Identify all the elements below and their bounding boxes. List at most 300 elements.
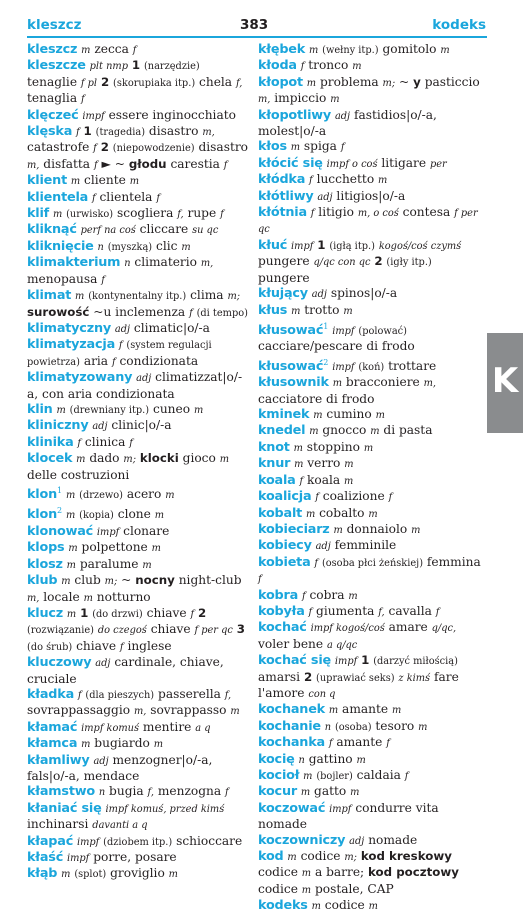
translation-text: pungere [258, 270, 310, 285]
translation-text: night-club [178, 573, 242, 588]
headword: kobyła [258, 603, 305, 619]
grammar-label: m, [423, 378, 437, 390]
grammar-label: f per qc [258, 208, 478, 236]
translation-text: ~ [114, 156, 125, 171]
grammar-label: f [156, 192, 160, 204]
grammar-label: con q [308, 688, 336, 700]
grammar-label: impf [76, 836, 100, 848]
headword: kleszcze [27, 58, 86, 74]
translation-text: ~u inclemenza [93, 304, 186, 319]
dictionary-entry [27, 784, 250, 800]
grammar-label: f [132, 45, 137, 56]
bold-phrase: 2 [100, 140, 109, 155]
grammar-label: f, [378, 606, 385, 618]
gloss-note: (darzyć miłością) [373, 656, 458, 668]
headword: kłopot [258, 74, 303, 90]
dictionary-entry [258, 189, 486, 205]
headword: kochanie [258, 718, 321, 734]
translation-text: pasticcio [424, 74, 480, 89]
translation-text: impiccio [274, 91, 327, 106]
headword: kłamstwo [27, 784, 95, 800]
grammar-label: f [76, 127, 80, 139]
grammar-label: n [124, 258, 131, 270]
translation-text: cacciare/pescare di frodo [258, 339, 415, 354]
grammar-label: m [330, 94, 340, 106]
dictionary-entry [27, 190, 250, 206]
gloss-note: (urwisko) [66, 209, 114, 221]
grammar-label: impf [291, 240, 314, 252]
bold-phrase: surowość [27, 304, 90, 319]
grammar-label: impf [332, 325, 355, 337]
grammar-label: m [352, 61, 362, 73]
grammar-label: m [344, 475, 354, 487]
grammar-label: f [118, 340, 123, 352]
grammar-label: m [368, 508, 378, 520]
translation-text: gattino [308, 751, 353, 766]
dictionary-entry [258, 620, 486, 653]
headword: kłębek [258, 42, 306, 57]
translation-text: litigio [318, 205, 354, 220]
translation-text: condurre vita nomade [258, 800, 439, 832]
headword: kocur [258, 784, 297, 800]
translation-text: cliccare [139, 222, 189, 237]
headword: kocioł [258, 768, 300, 783]
translation-text: gioco [182, 451, 216, 466]
grammar-label: n [97, 241, 104, 253]
gloss-note: (osoba płci żeńskiej) [321, 557, 424, 569]
grammar-label: m [165, 490, 175, 502]
translation-text: ~ [121, 573, 132, 588]
headword: kobra [258, 587, 299, 603]
translation-text: cobra [309, 587, 345, 602]
translation-text: amarsi [258, 669, 301, 684]
dictionary-entry [258, 555, 486, 588]
grammar-label: f [386, 738, 390, 750]
bold-phrase: 2 [100, 74, 110, 89]
dictionary-entry [258, 473, 486, 489]
dictionary-entry [258, 588, 486, 604]
headword: koalicja [258, 489, 312, 505]
grammar-label: su qc [192, 225, 219, 237]
grammar-label: impf [82, 110, 105, 122]
grammar-label: f per qc [194, 625, 233, 637]
translation-text: notturno [96, 589, 151, 604]
headword: kliknięcie [27, 238, 94, 254]
gloss-note: (koń) [358, 361, 385, 373]
translation-text: essere inginocchiato [108, 107, 236, 122]
grammar-label: f [190, 608, 195, 620]
headword: klocek [27, 451, 73, 467]
header-last-word: kodeks [432, 17, 486, 33]
grammar-label: m [129, 176, 140, 188]
grammar-label: m [219, 454, 230, 466]
translation-text: litigare [381, 155, 427, 170]
dictionary-entry [258, 156, 486, 172]
grammar-label: impf komuś [81, 722, 140, 734]
translation-text: amante [336, 735, 383, 750]
grammar-label: m [301, 868, 312, 880]
dictionary-entry [27, 834, 250, 850]
bold-phrase: 1 [131, 58, 141, 73]
grammar-label: m [151, 543, 161, 555]
grammar-label: m [65, 510, 76, 522]
bold-phrase: 1 [361, 653, 370, 668]
grammar-label: impf [96, 526, 120, 538]
grammar-label: m [440, 45, 450, 56]
dictionary-entry [258, 752, 486, 768]
translation-text: polpettone [81, 540, 148, 555]
translation-text: groviglio [110, 866, 165, 881]
grammar-label: m [343, 305, 353, 317]
grammar-label: f [77, 689, 82, 701]
translation-text: litigios|o/-a [336, 188, 406, 203]
headword: kobiecy [258, 538, 312, 554]
grammar-label: adj [317, 191, 333, 203]
grammar-label: m [300, 787, 311, 799]
grammar-label: f [101, 274, 105, 286]
header-rule [27, 36, 487, 38]
dictionary-entry [258, 375, 486, 407]
dictionary-entry [27, 418, 250, 434]
gloss-note: (do drzwi) [92, 608, 143, 620]
translation-text: gnocco [322, 423, 367, 438]
translation-text: problema [319, 74, 379, 89]
gloss-note: (do śrub) [27, 641, 73, 653]
gloss-note: (dla pieszych) [85, 689, 155, 701]
grammar-label: adj [311, 289, 327, 301]
thumb-index-tab[interactable] [487, 333, 523, 433]
translation-text: spinos|o/-a [330, 286, 398, 301]
bold-phrase: y [413, 74, 421, 89]
gloss-note: (myszką) [107, 241, 153, 253]
grammar-label: f [77, 437, 82, 449]
grammar-label: m [81, 45, 91, 56]
grammar-label: impf o coś [326, 158, 378, 170]
translation-text: trottare [388, 358, 437, 373]
headword: klęska [27, 124, 73, 140]
grammar-label: m [308, 45, 319, 56]
dictionary-entry [258, 735, 486, 751]
dictionary-entry [258, 653, 486, 702]
grammar-label: m, [258, 94, 271, 106]
grammar-label: q/qc, [431, 623, 457, 635]
grammar-label: f [310, 208, 315, 220]
translation-text: ~ [399, 74, 410, 89]
headword: klin [27, 401, 53, 417]
grammar-label: m [66, 559, 76, 571]
grammar-label: z kimś [398, 672, 431, 684]
grammar-label: a q/qc [326, 639, 358, 651]
dictionary-entry [258, 42, 486, 58]
translation-text: amare [388, 620, 428, 635]
headword: klosz [27, 556, 63, 572]
grammar-label: m [154, 510, 165, 522]
translation-text: coalizione [322, 489, 385, 504]
dictionary-entry [258, 784, 486, 800]
grammar-label: f [301, 590, 306, 602]
gloss-note: (igły itp.) [386, 257, 432, 269]
headword: klimatyczny [27, 320, 111, 336]
translation-text: verro [307, 456, 341, 471]
translation-text: disfatta [43, 156, 91, 171]
grammar-label: f [225, 787, 229, 799]
bold-phrase: 2 [197, 605, 207, 620]
gloss-note: (drzewo) [79, 490, 123, 502]
gloss-note: (niepowodzenie) [112, 143, 195, 155]
headword: kliknąć [27, 222, 77, 238]
grammar-label: f [388, 492, 393, 504]
grammar-label: plt nmp [89, 61, 128, 73]
grammar-label: m [309, 426, 319, 438]
translation-text: codice [300, 849, 341, 864]
grammar-label: m, [27, 159, 40, 171]
grammar-label: m; [123, 454, 136, 466]
translation-text: fastidios|o/-a, molest|o/-a [258, 107, 437, 139]
translation-text: clientela [99, 189, 153, 204]
dictionary-entry [258, 833, 486, 849]
translation-text: spiga [303, 139, 337, 154]
grammar-label: m, o coś [357, 208, 399, 220]
translation-text: tenaglie [27, 74, 78, 89]
grammar-label: do czegoś [97, 625, 147, 637]
dictionary-entry [27, 173, 250, 189]
dictionary-entry [27, 108, 250, 124]
grammar-label: m [370, 426, 380, 438]
translation-text: lucchetto [316, 172, 375, 187]
dictionary-entry [258, 440, 486, 456]
translation-text: di pasta [383, 423, 433, 438]
translation-text: clinic|o/-a [111, 418, 172, 433]
dictionary-entry [27, 42, 250, 58]
grammar-label: q/qc con qc [313, 257, 371, 269]
dictionary-entry [27, 524, 250, 540]
headword: kłaniać się [27, 800, 102, 816]
dictionary-entry [27, 402, 250, 418]
grammar-label: f [315, 492, 319, 504]
grammar-label: n [98, 787, 106, 799]
translation-text: tenaglia [27, 91, 78, 106]
homograph-number: 1 [57, 485, 63, 495]
translation-text: climaterio [134, 255, 197, 270]
grammar-label: impf [334, 656, 358, 668]
grammar-label: f [299, 475, 304, 487]
headword: kłótliwy [258, 188, 314, 204]
grammar-label: m [333, 524, 343, 536]
grammar-label: f [309, 175, 313, 187]
dictionary-entry [27, 337, 250, 370]
dictionary-entry [258, 286, 486, 302]
headword: klientela [27, 189, 89, 205]
grammar-label: m [328, 705, 339, 717]
grammar-label: m [356, 754, 366, 766]
grammar-label: f [340, 142, 345, 154]
grammar-label: m [61, 576, 71, 588]
bold-phrase: 1 [80, 605, 89, 620]
translation-text: climatizzat|o/-a, con aria condizionata [27, 370, 243, 401]
grammar-label: f [328, 738, 333, 750]
headword: kłapać [27, 833, 74, 849]
translation-text: clima [190, 288, 224, 303]
gloss-note: (rozwiązanie) [27, 625, 94, 637]
grammar-label: m, [133, 706, 147, 718]
gloss-note: (bojler) [316, 771, 353, 782]
headword: klub [27, 573, 58, 589]
headword: knur [258, 456, 291, 472]
grammar-label: m, [202, 127, 215, 139]
dictionary-entry [27, 687, 250, 720]
dictionary-entry [27, 606, 250, 655]
translation-text: disastro [148, 124, 199, 139]
grammar-label: m [350, 787, 360, 799]
dictionary-entry [258, 719, 486, 735]
headword: koczowniczy [258, 832, 346, 848]
dictionary-entry [258, 355, 486, 375]
translation-text: nomade [368, 832, 418, 847]
grammar-label: m [378, 175, 388, 187]
headword: kłujący [258, 286, 308, 302]
headword: klęczeć [27, 107, 79, 123]
translation-text: bugia [109, 784, 144, 799]
translation-text: femmina [426, 554, 481, 569]
grammar-label: n [324, 721, 332, 733]
dictionary-entry [27, 540, 250, 556]
left-column [27, 42, 250, 883]
dictionary-entry [258, 604, 486, 620]
headword: kochać się [258, 653, 332, 669]
headword: kłócić się [258, 155, 323, 171]
gloss-note: (narzędzie) [143, 61, 200, 73]
grammar-label: f [129, 437, 133, 449]
dictionary-entry [258, 172, 486, 188]
header-first-word: kleszcz [27, 17, 82, 33]
translation-text: catastrofe [27, 140, 90, 155]
gloss-note: (wełny itp.) [322, 45, 379, 56]
grammar-label: m [287, 852, 297, 864]
gloss-note: (osoba) [334, 721, 372, 733]
headword: klops [27, 540, 65, 556]
grammar-label: f [223, 159, 228, 171]
translation-text: tesoro [375, 718, 415, 733]
headword: kłąb [27, 866, 58, 882]
grammar-label: f [314, 557, 319, 569]
grammar-label: f [308, 606, 313, 618]
headword: klucz [27, 605, 64, 621]
dictionary-entry [258, 702, 486, 718]
grammar-label: m [375, 410, 385, 422]
right-column [258, 42, 486, 915]
translation-text: mentire [142, 719, 192, 734]
headword: klimat [27, 288, 72, 304]
translation-text: cliente [84, 173, 126, 188]
headword: koala [258, 472, 296, 488]
grammar-label: m, [200, 258, 214, 270]
dictionary-entry [258, 75, 486, 108]
gloss-note: (kopia) [79, 510, 114, 522]
grammar-label: m [290, 142, 301, 154]
bold-phrase: 2 [374, 254, 383, 269]
headword: kleszcz [27, 42, 78, 57]
translation-text: amante [342, 702, 389, 717]
grammar-label: m [311, 901, 321, 913]
grammar-label: m [411, 524, 421, 536]
translation-text: locale [43, 589, 80, 604]
grammar-label: m [66, 608, 77, 620]
translation-text: club [74, 573, 101, 588]
headword: kminek [258, 407, 310, 423]
translation-text: donnaiolo [346, 521, 408, 536]
translation-text: trotto [304, 302, 340, 317]
grammar-label: m [181, 241, 191, 253]
translation-text: tronco [308, 58, 349, 73]
dictionary-entry [258, 456, 486, 472]
grammar-label: m [418, 721, 428, 733]
translation-text: menzogner|o/-a, fals|o/-a, mendace [27, 752, 213, 783]
gloss-note: (skorupiaka itp.) [113, 77, 196, 89]
translation-text: cobalto [319, 505, 365, 520]
grammar-label: m [230, 706, 240, 718]
grammar-label: per [429, 158, 447, 170]
grammar-label: m [293, 442, 303, 454]
translation-text: porre, posare [93, 850, 177, 865]
translation-text: koala [307, 472, 341, 487]
headword: kocię [258, 751, 295, 767]
grammar-label: f [300, 61, 305, 73]
headword: kłusować [258, 322, 324, 338]
headword: kłopotliwy [258, 107, 332, 123]
translation-text: cuneo [153, 401, 191, 416]
grammar-label: m [368, 901, 378, 913]
dictionary-entry [27, 124, 250, 173]
grammar-label: adj [92, 421, 108, 433]
grammar-label: f [93, 143, 97, 155]
dictionary-entry [27, 573, 250, 606]
grammar-label: m [83, 592, 93, 604]
translation-text: sovrappassaggio [27, 703, 131, 718]
translation-text: cardinale, chiave, cruciale [27, 655, 224, 686]
headword: kobieta [258, 554, 311, 570]
grammar-label: m [75, 291, 85, 303]
grammar-label: adj [136, 373, 152, 385]
grammar-label: m [363, 442, 374, 454]
translation-text: inglese [127, 638, 172, 653]
translation-text: codice [258, 881, 298, 896]
grammar-label: adj [93, 755, 109, 767]
grammar-label: impf [329, 803, 352, 815]
bold-phrase: klocki [139, 451, 179, 466]
translation-text: rupe [187, 206, 217, 221]
dictionary-entry [258, 238, 486, 286]
grammar-label: m [303, 771, 313, 782]
translation-text: condizionata [119, 353, 199, 368]
translation-text: acero [126, 487, 162, 502]
dictionary-entry [27, 239, 250, 255]
dictionary-entry [27, 58, 250, 107]
grammar-label: f [189, 307, 193, 319]
gloss-note: (kontynentalny itp.) [88, 291, 187, 303]
headword: klonować [27, 523, 94, 539]
dictionary-entry [258, 423, 486, 439]
headword: kod [258, 849, 284, 865]
bold-phrase: 3 [236, 622, 245, 637]
translation-text: codice [258, 865, 298, 880]
translation-text: sovrappasso [150, 703, 227, 718]
grammar-label: m [291, 305, 301, 317]
gloss-note: (uprawiać seks) [316, 672, 395, 684]
translation-text: chiave [146, 605, 187, 620]
grammar-label: f pl [80, 77, 98, 89]
gloss-note: (drewniany itp.) [69, 404, 150, 416]
translation-text: caldaia [356, 768, 401, 782]
